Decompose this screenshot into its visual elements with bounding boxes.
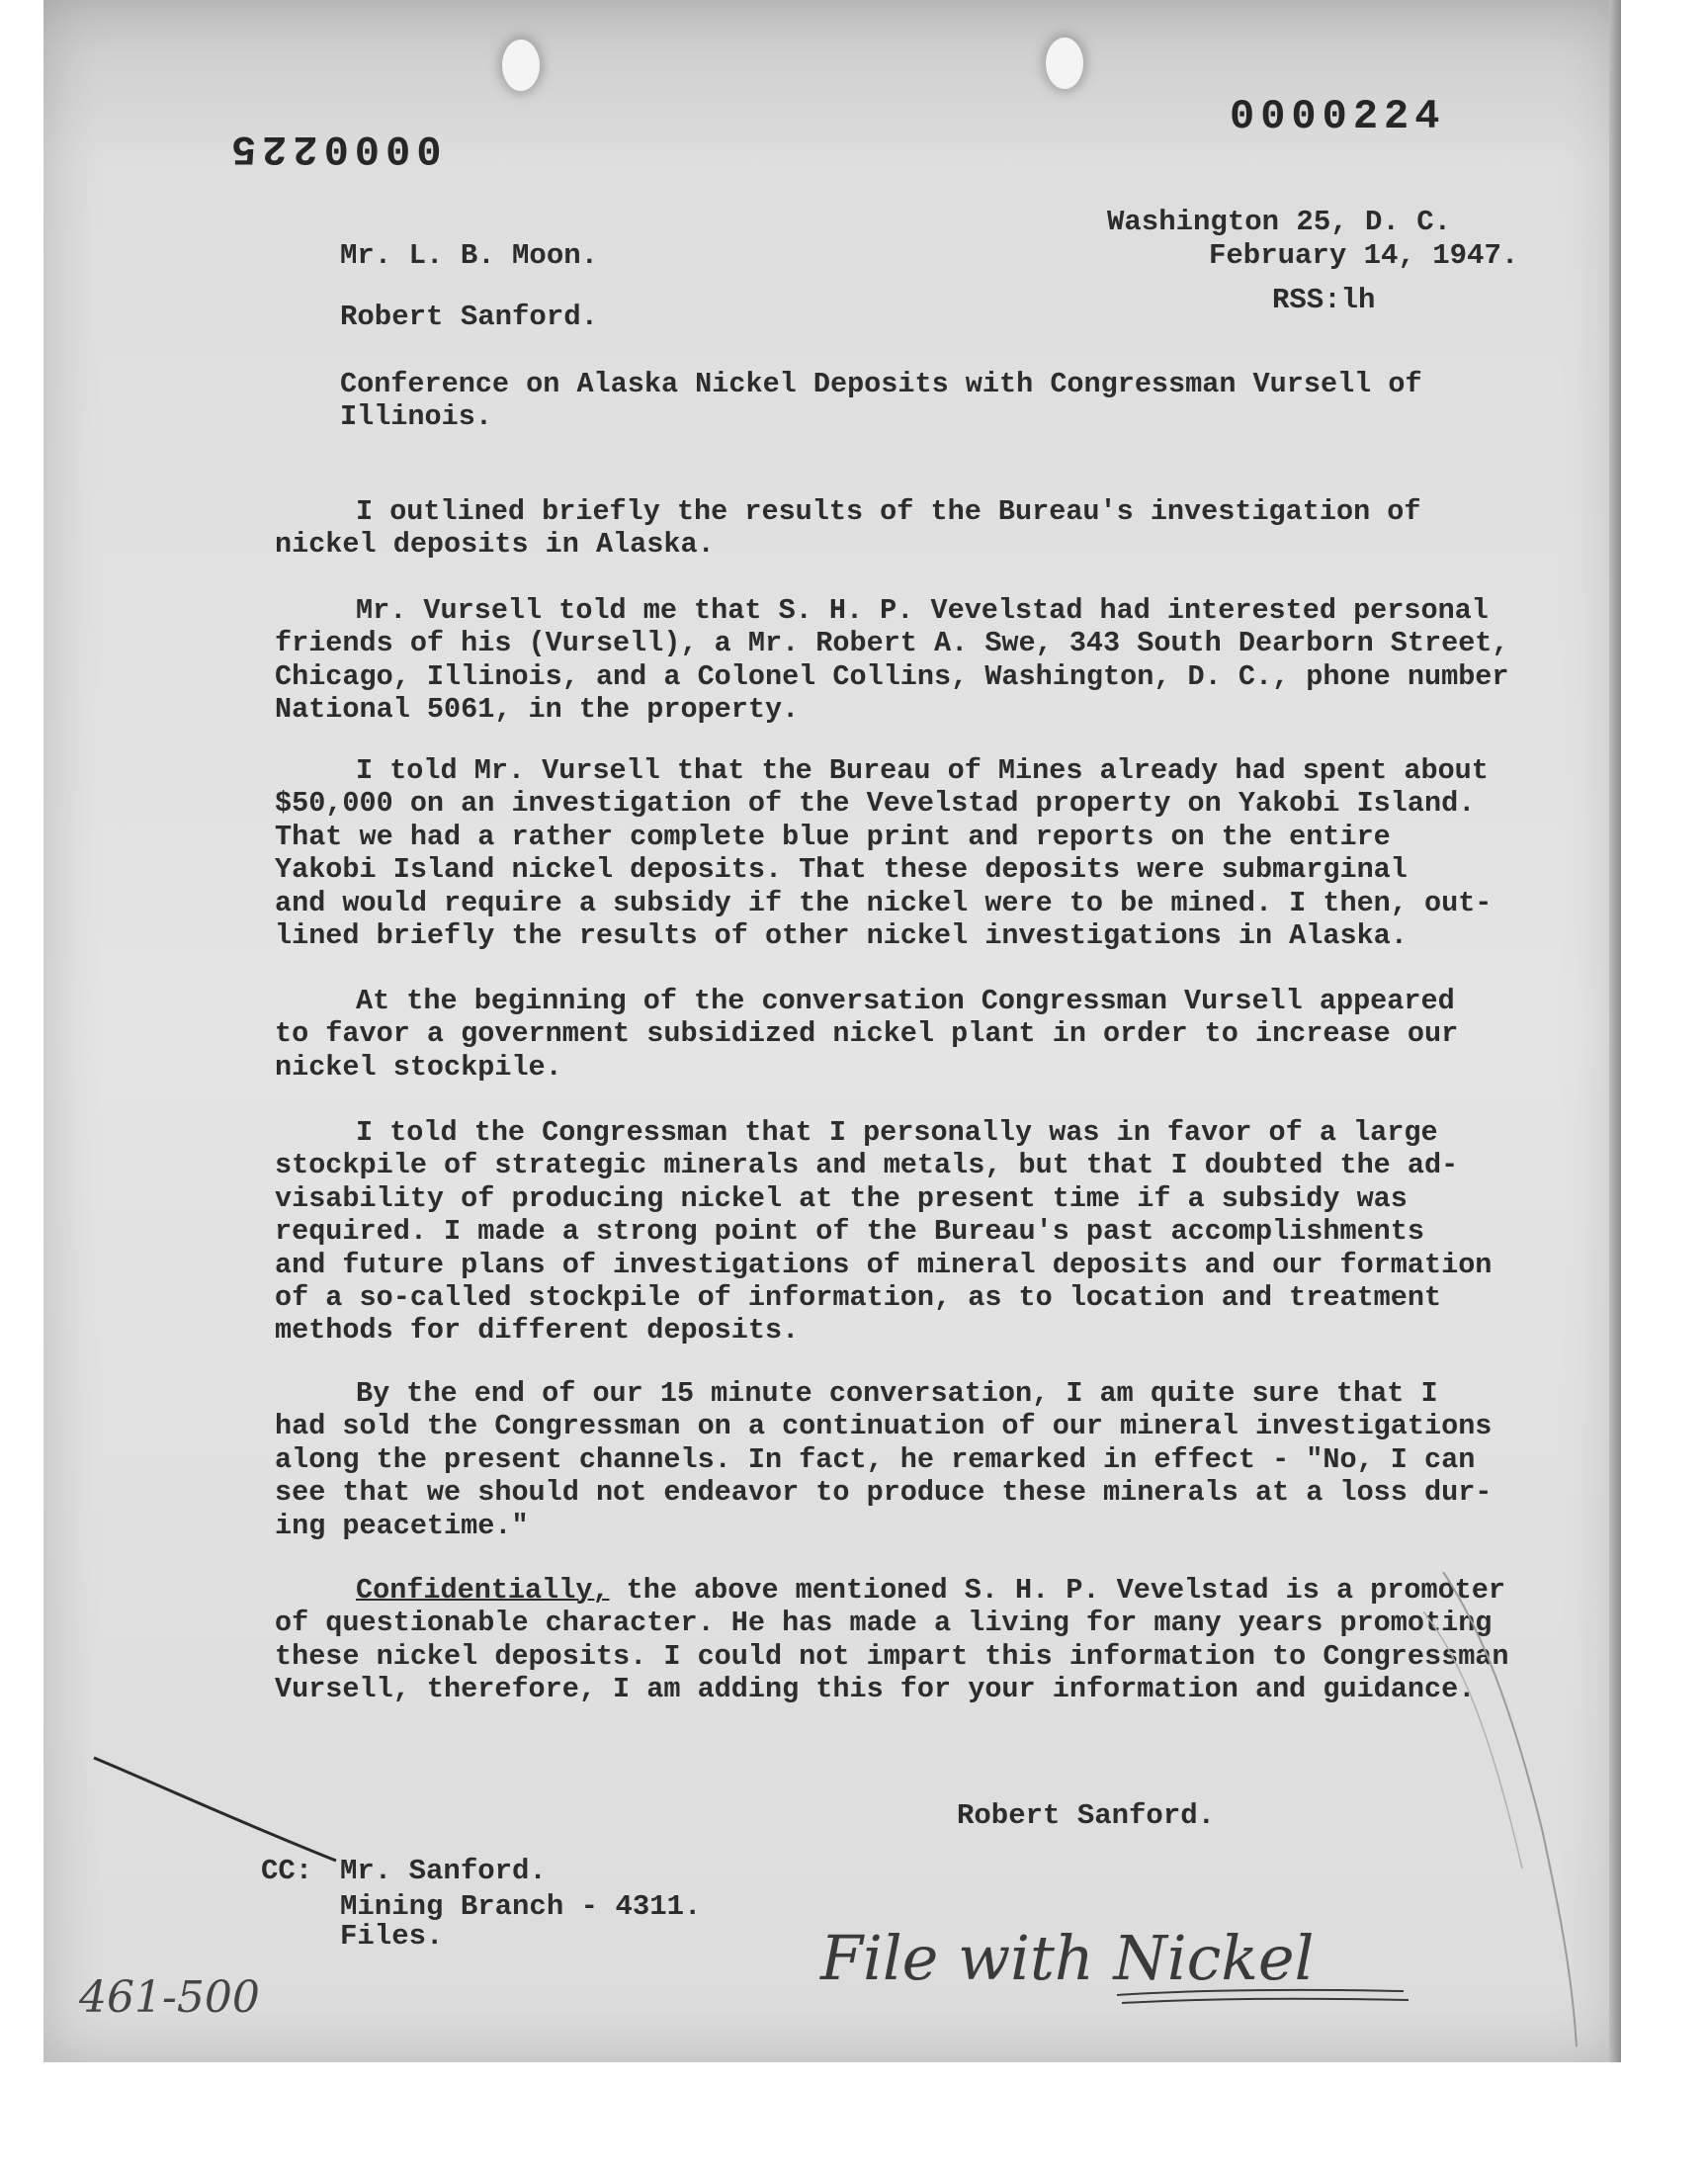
paragraph-2: Mr. Vursell told me that S. H. P. Vevelstad had interested personal friends of his (Vursell), a Mr. Robert A. Swe, 343 South Dearborn Street, Chicago, Illinois, and a Colonel Collins, Washington, D. C., phone number National 5061, in the property. [275,594,1509,727]
svg-text:File with Nickel: File with Nickel [820,1922,1315,1994]
stamp-number-mirrored: 0000225 [225,125,442,172]
stamp-number: 0000224 [1230,93,1446,140]
confidential-text: the above mentioned S. H. P. Vevelstad is a promoter of questionable character. He has made a living for many years promoting these nickel deposits. I could not impart this information to Congressman Vursell, therefore, I am adding this for your information and guidance. [275,1574,1509,1706]
reference-initials: RSS:lh [1272,284,1376,316]
recipient: Mr. L. B. Moon. [340,239,599,272]
cc-item: Files. [340,1920,444,1953]
handwritten-note [791,1878,1423,2027]
letter-place: Washington 25, D. C. [1107,206,1452,238]
confidential-label: Confidentially, [356,1574,610,1607]
cc-item: Mr. Sanford. [340,1855,547,1887]
cc-label: CC: [261,1855,313,1887]
page-edge-shadow [1609,0,1621,2062]
paragraph-confidential [275,1574,1509,1706]
paragraph-5: I told the Congressman that I personally was in favor of a large stockpile of strategic minerals and metals, but that I doubted the ad- visability of producing nickel at the present time if a subsidy was required. I made a strong point of the Bureau's past accomplishments and future plans of investigations of mineral deposits and our formation of a so-called stockpile of information, as to location and treatment methods for different deposits. [275,1116,1493,1348]
letter-date: February 14, 1947. [1209,239,1519,272]
punch-hole-left [502,40,540,91]
cc-item: Mining Branch - 4311. [340,1890,702,1923]
sender: Robert Sanford. [340,301,599,333]
pencil-stroke [89,1750,346,1869]
margin-scribble [1423,1572,1591,2046]
subject-line: Conference on Alaska Nickel Deposits with Congressman Vursell of Illinois. [340,368,1422,434]
handwritten-number [79,1953,297,2032]
paragraph-3: I told Mr. Vursell that the Bureau of Mines already had spent about $50,000 on an investigation of the Vevelstad property on Yakobi Island. That we had a rather complete blue print and reports on the entire Yakobi Island nickel deposits. That these deposits were submarginal and would require a subsidy if the nickel were to be mined. I then, out- lined briefly the results of other nickel investigations in Alaska. [275,754,1493,953]
svg-text:461-500: 461-500 [79,1972,260,2023]
paragraph-4: At the beginning of the conversation Congressman Vursell appeared to favor a government subsidized nickel plant in order to increase our nickel stockpile. [275,985,1459,1084]
punch-hole-right [1046,38,1083,89]
paragraph-1: I outlined briefly the results of the Bureau's investigation of nickel deposits in Alaska. [275,495,1421,562]
signature: Robert Sanford. [957,1799,1216,1832]
paragraph-6: By the end of our 15 minute conversation, I am quite sure that I had sold the Congressman on a continuation of our mineral investigations along the present channels. In fact, he remarked in effect - "No, I can see that we should not endeavor to produce these minerals at a loss dur- ing peacetime." [275,1377,1493,1542]
